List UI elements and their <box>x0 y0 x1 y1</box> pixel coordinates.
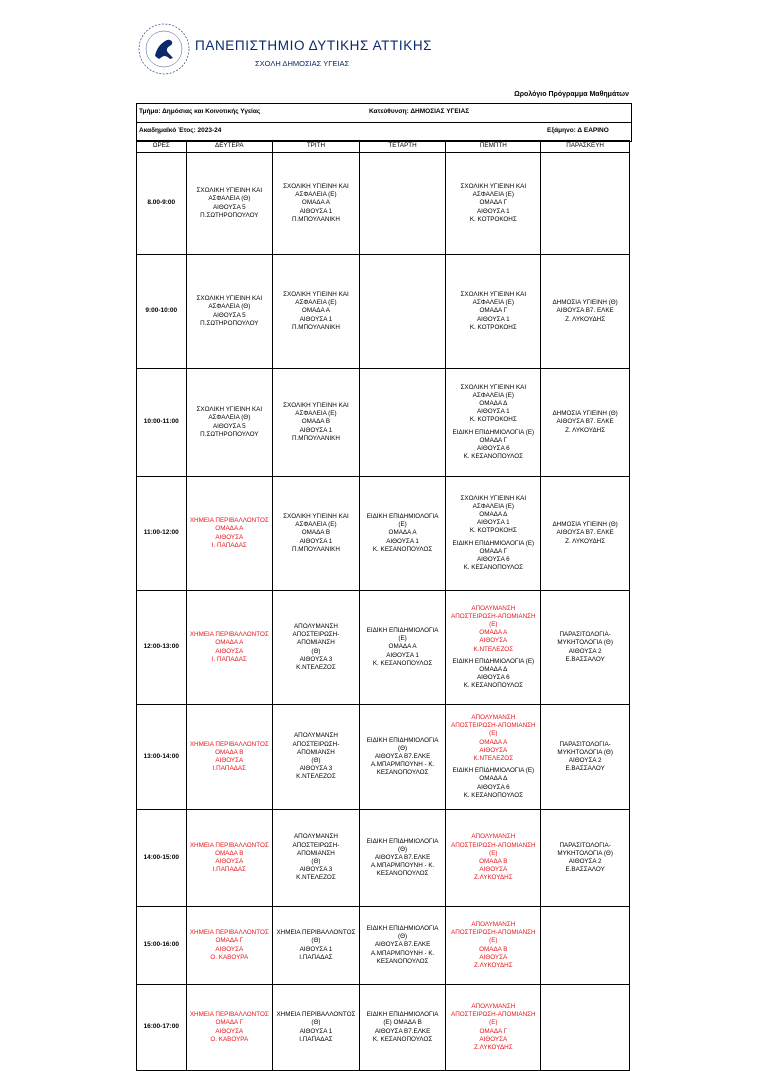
course-entry: ΑΠΟΛΥΜΑΝΣΗ ΑΠΟΣΤΕΙΡΩΣΗ-ΑΠΟΜΙΑΝΣΗ (Ε) ΟΜΑΔΑ Α ΑΙΘΟΥΣΑ Κ.ΝΤΕΛΕΖΟΣ <box>451 604 536 653</box>
time-slot-cell: 14:00-15:00 <box>137 810 187 907</box>
course-entry: ΣΧΟΛΙΚΗ ΥΓΙΕΙΝΗ ΚΑΙ ΑΣΦΑΛΕΙΑ (Ε) ΟΜΑΔΑ Δ ΑΙΘΟΥΣΑ 1 Κ. ΚΟΤΡΟΚΟΗΣ <box>460 494 527 535</box>
school-name: ΣΧΟΛΗ ΔΗΜΟΣΙΑΣ ΥΓΕΙΑΣ <box>255 59 350 68</box>
course-entry: ΧΗΜΕΙΑ ΠΕΡΙΒΑΛΛΟΝΤΟΣ ΟΜΑΔΑ Γ ΑΙΘΟΥΣΑ Ο. ΚΑΒΟΥΡΑ <box>189 929 269 961</box>
schedule-cell-monday <box>186 985 273 1071</box>
course-entry: ΕΙΔΙΚΗ ΕΠΙΔΗΜΙΟΛΟΓΙΑ (Ε) ΟΜΑΔΑ Α ΑΙΘΟΥΣΑ 1 Κ. ΚΕΣΑΝΟΠΟΥΛΟΣ <box>366 513 439 553</box>
table-row <box>137 591 630 705</box>
course-entry: ΠΑΡΑΣΙΤΟΛΟΓΙΑ- ΜΥΚΗΤΟΛΟΓΙΑ (Θ) ΑΙΘΟΥΣΑ 2 Ε.ΒΑΣΣΑΛΟΥ <box>557 841 613 874</box>
schedule-cell-thursday <box>446 153 541 255</box>
table-row <box>137 477 630 591</box>
course-entry: ΔΗΜΟΣΙΑ ΥΓΙΕΙΝΗ (Θ) ΑΙΘΟΥΣΑ Β7. ΕΛΚΕ Ζ. ΛΥΚΟΥΔΗΣ <box>552 410 618 434</box>
course-entry: ΣΧΟΛΙΚΗ ΥΓΙΕΙΝΗ ΚΑΙ ΑΣΦΑΛΕΙΑ (Θ) ΑΙΘΟΥΣΑ 5 Π.ΣΩΤΗΡΟΠΟΥΛΟΥ <box>196 187 263 219</box>
direction-label: Κατεύθυνση: ΔΗΜΟΣΙΑΣ ΥΓΕΙΑΣ <box>369 108 470 115</box>
course-entry: ΧΗΜΕΙΑ ΠΕΡΙΒΑΛΛΟΝΤΟΣ ΟΜΑΔΑ Β ΑΙΘΟΥΣΑ Ι.ΠΑΠΑΔΑΣ <box>189 740 269 773</box>
course-entry: ΕΙΔΙΚΗ ΕΠΙΔΗΜΙΟΛΟΓΙΑ (Ε) ΟΜΑΔΑ Α ΑΙΘΟΥΣΑ 1 Κ. ΚΕΣΑΝΟΠΟΥΛΟΣ <box>366 627 439 667</box>
time-slot-cell: 15:00-16:00 <box>137 907 187 985</box>
table-row <box>137 907 630 985</box>
university-seal-icon <box>137 22 191 76</box>
schedule-cell-thursday <box>446 907 541 985</box>
schedule-cell-thursday <box>446 255 541 369</box>
course-entry: ΑΠΟΛΥΜΑΝΣΗ ΑΠΟΣΤΕΙΡΩΣΗ-ΑΠΟΜΙΑΝΣΗ (Ε) ΟΜΑΔΑ Β ΑΙΘΟΥΣΑ Ζ.ΛΥΚΟΥΔΗΣ <box>451 920 536 969</box>
course-entry: ΕΙΔΙΚΗ ΕΠΙΔΗΜΙΟΛΟΓΙΑ (Ε) ΟΜΑΔΑ Δ ΑΙΘΟΥΣΑ 6 Κ. ΚΕΣΑΝΟΠΟΥΛΟΣ <box>452 657 535 690</box>
schedule-cell-tuesday <box>273 369 360 477</box>
course-entry: ΔΗΜΟΣΙΑ ΥΓΙΕΙΝΗ (Θ) ΑΙΘΟΥΣΑ Β7. ΕΛΚΕ Ζ. ΛΥΚΟΥΔΗΣ <box>552 521 618 545</box>
schedule-cell-tuesday <box>273 985 360 1071</box>
time-slot-cell: 13:00-14:00 <box>137 705 187 810</box>
course-entry: ΧΗΜΕΙΑ ΠΕΡΙΒΑΛΛΟΝΤΟΣ (Θ) ΑΙΘΟΥΣΑ 1 Ι.ΠΑΠΑΔΑΣ <box>276 1011 356 1043</box>
schedule-cell-wednesday <box>359 985 446 1071</box>
course-entry: ΣΧΟΛΙΚΗ ΥΓΙΕΙΝΗ ΚΑΙ ΑΣΦΑΛΕΙΑ (Θ) ΑΙΘΟΥΣΑ 5 Π.ΣΩΤΗΡΟΠΟΥΛΟΥ <box>196 406 263 438</box>
schedule-cell-monday <box>186 591 273 705</box>
schedule-cell-friday <box>541 153 630 255</box>
course-entry: ΕΙΔΙΚΗ ΕΠΙΔΗΜΙΟΛΟΓΙΑ (Ε) ΟΜΑΔΑ Β ΑΙΘΟΥΣΑ Β7.ΕΛΚΕ Κ. ΚΕΣΑΝΟΠΟΥΛΟΣ <box>366 1011 439 1043</box>
table-row <box>137 810 630 907</box>
course-entry: ΕΙΔΙΚΗ ΕΠΙΔΗΜΙΟΛΟΓΙΑ (Θ) ΑΙΘΟΥΣΑ Β7.ΕΛΚΕ Α.ΜΠΑΡΜΠΟΥΝΗ - Κ. ΚΕΣΑΝΟΠΟΥΛΟΣ <box>366 736 439 777</box>
course-entry: ΔΗΜΟΣΙΑ ΥΓΙΕΙΝΗ (Θ) ΑΙΘΟΥΣΑ Β7. ΕΛΚΕ Ζ. ΛΥΚΟΥΔΗΣ <box>552 299 618 323</box>
schedule-cell-wednesday <box>359 591 446 705</box>
table-row <box>137 255 630 369</box>
schedule-table <box>136 140 630 1071</box>
schedule-cell-tuesday <box>273 907 360 985</box>
course-entry: ΣΧΟΛΙΚΗ ΥΓΙΕΙΝΗ ΚΑΙ ΑΣΦΑΛΕΙΑ (Ε) ΟΜΑΔΑ Α ΑΙΘΟΥΣΑ 1 Π.ΜΠΟΥΛΑΝΙΚΗ <box>283 183 349 223</box>
header-friday: ΠΑΡΑΣΚΕΥΗ <box>541 141 630 153</box>
course-entry: ΑΠΟΛΥΜΑΝΣΗ ΑΠΟΣΤΕΙΡΩΣΗ-ΑΠΟΜΙΑΝΣΗ (Θ) ΑΙΘΟΥΣΑ 3 Κ.ΝΤΕΛΕΖΟΣ <box>292 622 340 671</box>
schedule-cell-friday <box>541 369 630 477</box>
schedule-cell-wednesday <box>359 810 446 907</box>
schedule-cell-monday <box>186 153 273 255</box>
schedule-cell-tuesday <box>273 477 360 591</box>
course-entry: ΕΙΔΙΚΗ ΕΠΙΔΗΜΙΟΛΟΓΙΑ (Ε) ΟΜΑΔΑ Γ ΑΙΘΟΥΣΑ 6 Κ. ΚΕΣΑΝΟΠΟΥΛΟΣ <box>452 428 535 461</box>
header-wednesday: ΤΕΤΑΡΤΗ <box>359 141 446 153</box>
schedule-cell-friday <box>541 477 630 591</box>
course-entry: ΣΧΟΛΙΚΗ ΥΓΙΕΙΝΗ ΚΑΙ ΑΣΦΑΛΕΙΑ (Ε) ΟΜΑΔΑ Β ΑΙΘΟΥΣΑ 1 Π.ΜΠΟΥΛΑΝΙΚΗ <box>283 402 349 442</box>
schedule-cell-monday <box>186 907 273 985</box>
course-entry: ΠΑΡΑΣΙΤΟΛΟΓΙΑ- ΜΥΚΗΤΟΛΟΓΙΑ (Θ) ΑΙΘΟΥΣΑ 2 Ε.ΒΑΣΣΑΛΟΥ <box>557 631 613 663</box>
schedule-cell-monday <box>186 705 273 810</box>
header-tuesday: ΤΡΙΤΗ <box>273 141 360 153</box>
header-monday: ΔΕΥΤΕΡΑ <box>186 141 273 153</box>
course-entry: ΧΗΜΕΙΑ ΠΕΡΙΒΑΛΛΟΝΤΟΣ ΟΜΑΔΑ Α ΑΙΘΟΥΣΑ Ι. ΠΑΠΑΔΑΣ <box>189 631 269 663</box>
header-hours: ΩΡΕΣ <box>137 141 187 153</box>
schedule-cell-friday <box>541 255 630 369</box>
university-logo <box>137 22 433 82</box>
course-entry: ΑΠΟΛΥΜΑΝΣΗ ΑΠΟΣΤΕΙΡΩΣΗ-ΑΠΟΜΙΑΝΣΗ (Ε) ΟΜΑΔΑ Γ ΑΙΘΟΥΣΑ Ζ.ΛΥΚΟΥΔΗΣ <box>451 1002 536 1051</box>
semester-label: Εξάμηνο: Δ ΕΑΡΙΝΟ <box>547 127 609 134</box>
course-entry: ΣΧΟΛΙΚΗ ΥΓΙΕΙΝΗ ΚΑΙ ΑΣΦΑΛΕΙΑ (Ε) ΟΜΑΔΑ Β ΑΙΘΟΥΣΑ 1 Π.ΜΠΟΥΛΑΝΙΚΗ <box>283 513 349 553</box>
course-entry: ΧΗΜΕΙΑ ΠΕΡΙΒΑΛΛΟΝΤΟΣ (Θ) ΑΙΘΟΥΣΑ 1 Ι.ΠΑΠΑΔΑΣ <box>276 929 356 961</box>
time-slot-cell: 10:00-11:00 <box>137 369 187 477</box>
schedule-cell-thursday <box>446 369 541 477</box>
schedule-cell-thursday <box>446 477 541 591</box>
course-entry: ΑΠΟΛΥΜΑΝΣΗ ΑΠΟΣΤΕΙΡΩΣΗ-ΑΠΟΜΙΑΝΣΗ (Ε) ΟΜΑΔΑ Α ΑΙΘΟΥΣΑ Κ.ΝΤΕΛΕΖΟΣ <box>451 714 536 762</box>
course-entry: ΧΗΜΕΙΑ ΠΕΡΙΒΑΛΛΟΝΤΟΣ ΟΜΑΔΑ Α ΑΙΘΟΥΣΑ Ι. ΠΑΠΑΔΑΣ <box>189 517 269 549</box>
schedule-cell-thursday <box>446 810 541 907</box>
schedule-cell-tuesday <box>273 591 360 705</box>
schedule-cell-tuesday <box>273 255 360 369</box>
academic-year-label: Ακαδημαϊκό Έτος: 2023-24 <box>139 127 222 134</box>
schedule-cell-tuesday <box>273 810 360 907</box>
course-entry: ΕΙΔΙΚΗ ΕΠΙΔΗΜΙΟΛΟΓΙΑ (Θ) ΑΙΘΟΥΣΑ Β7.ΕΛΚΕ Α.ΜΠΑΡΜΠΟΥΝΗ - Κ. ΚΕΣΑΝΟΠΟΥΛΟΣ <box>366 925 439 965</box>
department-label: Τμήμα: Δημόσιας και Κοινοτικής Υγείας <box>139 108 261 115</box>
schedule-cell-wednesday <box>359 907 446 985</box>
university-name: ΠΑΝΕΠΙΣΤΗΜΙΟ ΔΥΤΙΚΗΣ ΑΤΤΙΚΗΣ <box>195 38 433 53</box>
schedule-cell-monday <box>186 477 273 591</box>
course-entry: ΑΠΟΛΥΜΑΝΣΗ ΑΠΟΣΤΕΙΡΩΣΗ-ΑΠΟΜΙΑΝΣΗ (Θ) ΑΙΘΟΥΣΑ 3 Κ.ΝΤΕΛΕΖΟΣ <box>292 732 340 781</box>
time-slot-cell: 16:00-17:00 <box>137 985 187 1071</box>
course-entry: ΣΧΟΛΙΚΗ ΥΓΙΕΙΝΗ ΚΑΙ ΑΣΦΑΛΕΙΑ (Θ) ΑΙΘΟΥΣΑ 5 Π.ΣΩΤΗΡΟΠΟΥΛΟΥ <box>196 295 263 327</box>
time-slot-cell: 12:00-13:00 <box>137 591 187 705</box>
schedule-cell-wednesday <box>359 153 446 255</box>
header-thursday: ΠΕΜΠΤΗ <box>446 141 541 153</box>
course-entry: ΕΙΔΙΚΗ ΕΠΙΔΗΜΙΟΛΟΓΙΑ (Θ) ΑΙΘΟΥΣΑ Β7.ΕΛΚΕ Α.ΜΠΑΡΜΠΟΥΝΗ - Κ. ΚΕΣΑΝΟΠΟΥΛΟΣ <box>366 837 439 878</box>
schedule-cell-wednesday <box>359 477 446 591</box>
course-entry: ΑΠΟΛΥΜΑΝΣΗ ΑΠΟΣΤΕΙΡΩΣΗ-ΑΠΟΜΙΑΝΣΗ (Ε) ΟΜΑΔΑ Β ΑΙΘΟΥΣΑ Ζ.ΛΥΚΟΥΔΗΣ <box>451 833 536 882</box>
schedule-cell-friday <box>541 591 630 705</box>
time-slot-cell: 9:00-10:00 <box>137 255 187 369</box>
schedule-cell-monday <box>186 255 273 369</box>
schedule-cell-wednesday <box>359 705 446 810</box>
schedule-cell-friday <box>541 810 630 907</box>
schedule-cell-tuesday <box>273 705 360 810</box>
info-divider <box>137 122 631 123</box>
schedule-cell-friday <box>541 985 630 1071</box>
course-entry: ΠΑΡΑΣΙΤΟΛΟΓΙΑ- ΜΥΚΗΤΟΛΟΓΙΑ (Θ) ΑΙΘΟΥΣΑ 2 Ε.ΒΑΣΣΑΛΟΥ <box>557 740 613 773</box>
course-entry: ΕΙΔΙΚΗ ΕΠΙΔΗΜΙΟΛΟΓΙΑ (Ε) ΟΜΑΔΑ Γ ΑΙΘΟΥΣΑ 6 Κ. ΚΕΣΑΝΟΠΟΥΛΟΣ <box>452 539 535 572</box>
schedule-cell-monday <box>186 369 273 477</box>
course-entry: ΣΧΟΛΙΚΗ ΥΓΙΕΙΝΗ ΚΑΙ ΑΣΦΑΛΕΙΑ (Ε) ΟΜΑΔΑ Α ΑΙΘΟΥΣΑ 1 Π.ΜΠΟΥΛΑΝΙΚΗ <box>283 291 349 331</box>
schedule-body <box>137 153 630 1071</box>
schedule-cell-thursday <box>446 591 541 705</box>
table-row <box>137 985 630 1071</box>
course-entry: ΕΙΔΙΚΗ ΕΠΙΔΗΜΙΟΛΟΓΙΑ (Ε) ΟΜΑΔΑ Δ ΑΙΘΟΥΣΑ 6 Κ. ΚΕΣΑΝΟΠΟΥΛΟΣ <box>452 767 535 799</box>
schedule-cell-friday <box>541 705 630 810</box>
schedule-cell-monday <box>186 810 273 907</box>
schedule-cell-thursday <box>446 985 541 1071</box>
course-entry: ΣΧΟΛΙΚΗ ΥΓΙΕΙΝΗ ΚΑΙ ΑΣΦΑΛΕΙΑ (Ε) ΟΜΑΔΑ Γ ΑΙΘΟΥΣΑ 1 Κ. ΚΟΤΡΟΚΟΗΣ <box>460 291 527 331</box>
table-row <box>137 369 630 477</box>
table-header-row <box>137 141 630 153</box>
course-info-box <box>136 103 632 142</box>
course-entry: ΧΗΜΕΙΑ ΠΕΡΙΒΑΛΛΟΝΤΟΣ ΟΜΑΔΑ Γ ΑΙΘΟΥΣΑ Ο. ΚΑΒΟΥΡΑ <box>189 1011 269 1043</box>
course-entry: ΑΠΟΛΥΜΑΝΣΗ ΑΠΟΣΤΕΙΡΩΣΗ-ΑΠΟΜΙΑΝΣΗ (Θ) ΑΙΘΟΥΣΑ 3 Κ.ΝΤΕΛΕΖΟΣ <box>292 833 340 882</box>
schedule-cell-tuesday <box>273 153 360 255</box>
course-entry: ΣΧΟΛΙΚΗ ΥΓΙΕΙΝΗ ΚΑΙ ΑΣΦΑΛΕΙΑ (Ε) ΟΜΑΔΑ Γ ΑΙΘΟΥΣΑ 1 Κ. ΚΟΤΡΟΚΟΗΣ <box>460 183 527 223</box>
time-slot-cell: 8.00-9:00 <box>137 153 187 255</box>
table-row <box>137 153 630 255</box>
course-entry: ΣΧΟΛΙΚΗ ΥΓΙΕΙΝΗ ΚΑΙ ΑΣΦΑΛΕΙΑ (Ε) ΟΜΑΔΑ Δ ΑΙΘΟΥΣΑ 1 Κ. ΚΟΤΡΟΚΟΗΣ <box>460 383 527 424</box>
schedule-cell-thursday <box>446 705 541 810</box>
schedule-cell-wednesday <box>359 369 446 477</box>
schedule-cell-wednesday <box>359 255 446 369</box>
time-slot-cell: 11:00-12:00 <box>137 477 187 591</box>
document-title: Ωρολόγιο Πρόγραμμα Μαθημάτων <box>514 91 629 98</box>
table-row <box>137 705 630 810</box>
course-entry: ΧΗΜΕΙΑ ΠΕΡΙΒΑΛΛΟΝΤΟΣ ΟΜΑΔΑ Β ΑΙΘΟΥΣΑ Ι.ΠΑΠΑΔΑΣ <box>189 841 269 874</box>
schedule-cell-friday <box>541 907 630 985</box>
